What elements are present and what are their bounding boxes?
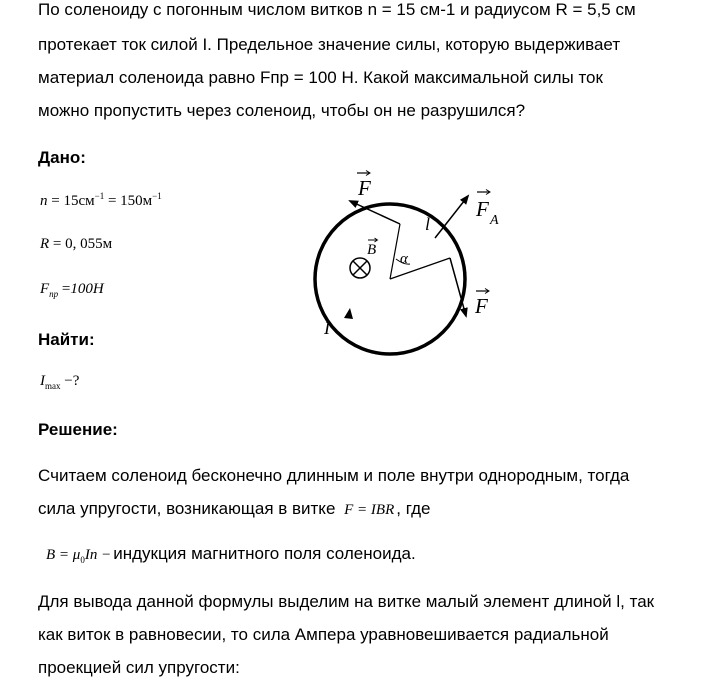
formula-f-ibr: F = IBR [344,502,395,518]
problem-line-2: протекает ток силой I. Предельное значение силы, которую выдерживает [38,35,621,54]
solenoid-figure [300,168,520,368]
given-f-formula: $F_{пр} =100Н$ [40,281,104,299]
solution-line-3: $B = \mu_0In$ − индукция магнитного поля соленоида. [38,544,416,565]
solution-heading: Решение: [38,420,118,439]
label-alpha: α [400,251,408,267]
solution-line-2: сила упругости, возникающая в витке F = IBR , где [38,499,431,518]
label-l: l [425,214,431,234]
problem-line-1: По соленоиду с погонным числом витков n = 15 см-1 и радиусом R = 5,5 см [38,0,636,19]
find-formula: $I_{max}$ −? [40,373,80,391]
label-f-top: F [358,176,371,200]
label-fa: F [476,197,489,221]
given-heading: Дано: [38,148,86,167]
solution-line-1: Считаем соленоид бесконечно длинным и поле внутри однородным, тогда [38,466,630,485]
current-direction-arrow [344,308,353,319]
solution-line-4: Для вывода данной формулы выделим на витке малый элемент длиной l, так [38,592,655,611]
problem-line-3: материал соленоида равно Fпр = 100 Н. Какой максимальной силы ток [38,68,603,87]
label-current-i: I [324,318,330,338]
radius-line-1 [390,224,400,279]
label-f-right: F [475,294,488,318]
solution-line-5: как виток в равновесии, то сила Ампера уравновешивается радиальной [38,625,609,644]
formula-b: $B = \mu_0In$ − [46,547,112,565]
label-fa-sub: A [490,213,499,228]
problem-line-4: можно пропустить через соленоид, чтобы он не разрушился? [38,101,526,120]
label-b: B [367,242,377,258]
given-r-formula: R = 0, 055м [40,236,113,252]
find-heading: Найти: [38,330,95,349]
given-n-formula: $n = 15см^{-1} = 150м^{-1}$ [40,191,162,209]
ampere-force-arrow [435,196,468,238]
solution-line-6: проекцией сил упругости: [38,658,240,677]
